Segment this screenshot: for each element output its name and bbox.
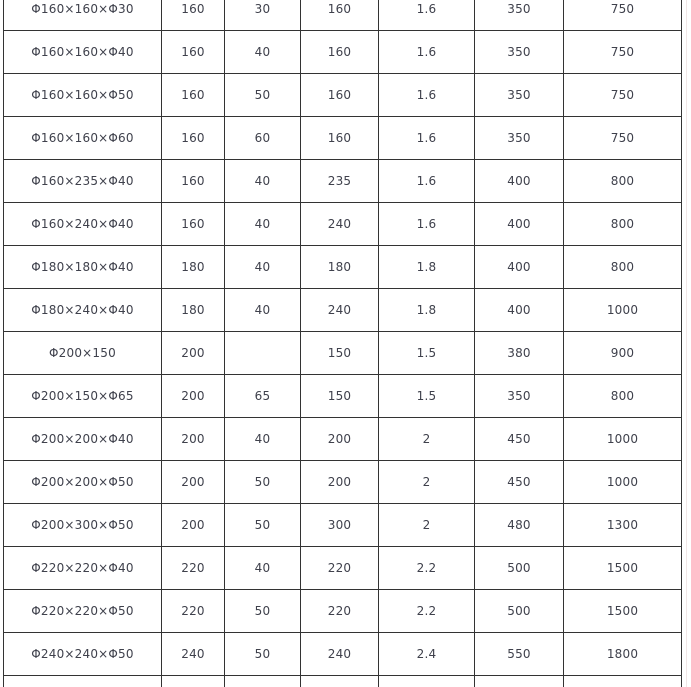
value-cell: 50 bbox=[225, 74, 301, 117]
value-cell: 180 bbox=[162, 246, 225, 289]
value-cell: 1.5 bbox=[379, 332, 475, 375]
value-cell: 350 bbox=[475, 0, 564, 31]
value-cell: 380 bbox=[475, 332, 564, 375]
value-cell: 500 bbox=[475, 590, 564, 633]
table-row bbox=[4, 461, 682, 504]
value-cell: 150 bbox=[301, 375, 379, 418]
model-cell: Φ160×160×Φ60 bbox=[4, 117, 162, 160]
value-cell: 160 bbox=[162, 160, 225, 203]
table-row bbox=[4, 504, 682, 547]
value-cell: 1.6 bbox=[379, 160, 475, 203]
value-cell: 1.5 bbox=[379, 375, 475, 418]
model-cell: Φ160×160×Φ30 bbox=[4, 0, 162, 31]
value-cell: 2 bbox=[379, 418, 475, 461]
value-cell: 160 bbox=[162, 74, 225, 117]
value-cell: 200 bbox=[162, 504, 225, 547]
table-row bbox=[4, 418, 682, 461]
value-cell: 450 bbox=[475, 418, 564, 461]
value-cell: 2.2 bbox=[379, 590, 475, 633]
table-row bbox=[4, 375, 682, 418]
value-cell: 50 bbox=[225, 461, 301, 504]
value-cell: 1000 bbox=[564, 289, 682, 332]
value-cell: 1800 bbox=[564, 633, 682, 676]
value-cell: 400 bbox=[475, 246, 564, 289]
value-cell: 65 bbox=[225, 375, 301, 418]
value-cell: 200 bbox=[162, 418, 225, 461]
model-cell: Φ220×220×Φ50 bbox=[4, 590, 162, 633]
table-row bbox=[4, 590, 682, 633]
value-cell: 1000 bbox=[564, 461, 682, 504]
value-cell: 160 bbox=[162, 117, 225, 160]
value-cell: 800 bbox=[564, 160, 682, 203]
value-cell: 160 bbox=[301, 31, 379, 74]
value-cell: 1.8 bbox=[379, 246, 475, 289]
value-cell: 300 bbox=[301, 504, 379, 547]
value-cell: 220 bbox=[301, 590, 379, 633]
model-cell: Φ160×240×Φ40 bbox=[4, 203, 162, 246]
value-cell: 400 bbox=[475, 160, 564, 203]
value-cell: 240 bbox=[301, 633, 379, 676]
model-cell: Φ160×160×Φ50 bbox=[4, 74, 162, 117]
value-cell: 160 bbox=[301, 117, 379, 160]
page-edge-line bbox=[686, 0, 687, 687]
model-cell: Φ180×240×Φ40 bbox=[4, 289, 162, 332]
value-cell: 350 bbox=[475, 74, 564, 117]
table-row bbox=[4, 203, 682, 246]
table-row bbox=[4, 117, 682, 160]
value-cell: 200 bbox=[162, 461, 225, 504]
value-cell: 150 bbox=[301, 332, 379, 375]
value-cell: 40 bbox=[225, 203, 301, 246]
value-cell bbox=[225, 332, 301, 375]
value-cell: 800 bbox=[564, 375, 682, 418]
value-cell: 2 bbox=[379, 461, 475, 504]
value-cell: 40 bbox=[225, 31, 301, 74]
table-row bbox=[4, 0, 682, 31]
model-cell: Φ200×150 bbox=[4, 332, 162, 375]
value-cell: 160 bbox=[162, 203, 225, 246]
table-row bbox=[4, 633, 682, 676]
value-cell: 480 bbox=[475, 504, 564, 547]
value-cell: 200 bbox=[162, 375, 225, 418]
value-cell: 40 bbox=[225, 246, 301, 289]
table-row bbox=[4, 289, 682, 332]
value-cell: 60 bbox=[225, 117, 301, 160]
value-cell: 1.6 bbox=[379, 74, 475, 117]
model-cell: Φ200×200×Φ50 bbox=[4, 461, 162, 504]
table-row bbox=[4, 74, 682, 117]
value-cell: 30 bbox=[225, 0, 301, 31]
value-cell: 220 bbox=[162, 547, 225, 590]
table-row bbox=[4, 547, 682, 590]
value-cell: 900 bbox=[564, 332, 682, 375]
value-cell: 750 bbox=[564, 74, 682, 117]
model-cell: Φ160×235×Φ40 bbox=[4, 160, 162, 203]
value-cell: 160 bbox=[301, 74, 379, 117]
model-cell: Φ200×150×Φ65 bbox=[4, 375, 162, 418]
value-cell: 50 bbox=[225, 633, 301, 676]
value-cell: 400 bbox=[475, 289, 564, 332]
value-cell: 50 bbox=[225, 590, 301, 633]
value-cell: 1.6 bbox=[379, 117, 475, 160]
value-cell: 1000 bbox=[564, 418, 682, 461]
value-cell: 180 bbox=[162, 289, 225, 332]
value-cell: 1500 bbox=[564, 547, 682, 590]
value-cell: 240 bbox=[301, 289, 379, 332]
value-cell: 550 bbox=[475, 633, 564, 676]
value-cell: 1.8 bbox=[379, 289, 475, 332]
value-cell: 180 bbox=[301, 246, 379, 289]
table-row bbox=[4, 246, 682, 289]
value-cell: 40 bbox=[225, 418, 301, 461]
value-cell: 350 bbox=[475, 31, 564, 74]
value-cell: 1.6 bbox=[379, 203, 475, 246]
model-cell: Φ200×200×Φ40 bbox=[4, 418, 162, 461]
value-cell: 220 bbox=[162, 590, 225, 633]
value-cell: 200 bbox=[301, 418, 379, 461]
value-cell: 2.2 bbox=[379, 547, 475, 590]
table-row bbox=[4, 676, 682, 687]
model-cell bbox=[4, 676, 162, 687]
value-cell: 450 bbox=[475, 461, 564, 504]
model-cell: Φ160×160×Φ40 bbox=[4, 31, 162, 74]
value-cell: 240 bbox=[301, 203, 379, 246]
value-cell: 400 bbox=[475, 203, 564, 246]
value-cell: 2 bbox=[379, 504, 475, 547]
value-cell bbox=[564, 676, 682, 687]
value-cell: 220 bbox=[301, 547, 379, 590]
table-row bbox=[4, 332, 682, 375]
value-cell: 50 bbox=[225, 504, 301, 547]
value-cell bbox=[301, 676, 379, 687]
value-cell: 750 bbox=[564, 117, 682, 160]
value-cell: 160 bbox=[301, 0, 379, 31]
value-cell: 1300 bbox=[564, 504, 682, 547]
value-cell: 750 bbox=[564, 31, 682, 74]
value-cell: 350 bbox=[475, 117, 564, 160]
value-cell: 500 bbox=[475, 547, 564, 590]
value-cell: 2.4 bbox=[379, 633, 475, 676]
value-cell: 350 bbox=[475, 375, 564, 418]
value-cell: 1.6 bbox=[379, 31, 475, 74]
table-row bbox=[4, 31, 682, 74]
table-row bbox=[4, 160, 682, 203]
value-cell bbox=[225, 676, 301, 687]
model-cell: Φ200×300×Φ50 bbox=[4, 504, 162, 547]
spec-table-body bbox=[4, 0, 682, 687]
spec-table bbox=[3, 0, 682, 687]
value-cell bbox=[162, 676, 225, 687]
value-cell: 200 bbox=[162, 332, 225, 375]
value-cell: 750 bbox=[564, 0, 682, 31]
value-cell: 240 bbox=[162, 633, 225, 676]
value-cell: 40 bbox=[225, 547, 301, 590]
model-cell: Φ220×220×Φ40 bbox=[4, 547, 162, 590]
value-cell: 200 bbox=[301, 461, 379, 504]
model-cell: Φ240×240×Φ50 bbox=[4, 633, 162, 676]
value-cell: 160 bbox=[162, 0, 225, 31]
value-cell: 40 bbox=[225, 289, 301, 332]
spec-table-container bbox=[3, 0, 682, 687]
value-cell: 235 bbox=[301, 160, 379, 203]
value-cell bbox=[379, 676, 475, 687]
value-cell: 1.6 bbox=[379, 0, 475, 31]
value-cell: 1500 bbox=[564, 590, 682, 633]
value-cell bbox=[475, 676, 564, 687]
model-cell: Φ180×180×Φ40 bbox=[4, 246, 162, 289]
value-cell: 160 bbox=[162, 31, 225, 74]
value-cell: 800 bbox=[564, 246, 682, 289]
value-cell: 800 bbox=[564, 203, 682, 246]
value-cell: 40 bbox=[225, 160, 301, 203]
